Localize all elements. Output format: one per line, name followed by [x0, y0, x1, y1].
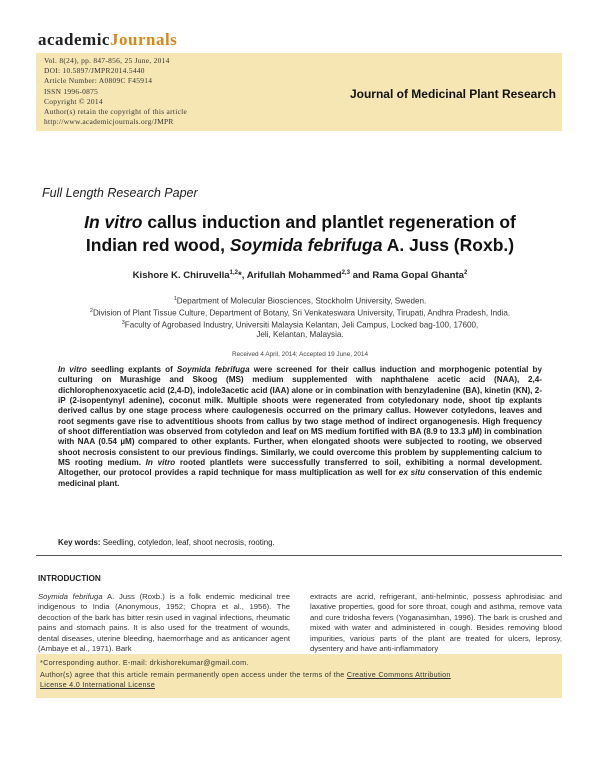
intro-right-column: extracts are acrid, refrigerant, anti-helmintic, possess aphrodisiac and laxative properties, good for sore throat, cough and asthma, remove vata and cure tridosha fevers (Yoganasimhan, 1996). The bark is crushed and mixed with water and administered in cough. Besides removing blood impurities, various parts of the plant are treated for ulcers, leprosy, dysentery and have anti-inflammatory — [310, 592, 562, 654]
meta-doi: DOI: 10.5897/JMPR2014.5440 — [44, 66, 145, 76]
author-sup: 1,2 — [229, 270, 238, 276]
author-name: Rama Gopal Ghanta — [372, 270, 465, 282]
affiliation: $^3$Faculty of Agrobased Industry, Universiti Malaysia Kelantan, Jeli Campus, Locked bag-100, 17600, — [121, 320, 479, 330]
paper-type: Full Length Research Paper — [42, 186, 198, 200]
keywords — [58, 538, 275, 547]
meta-copyright: Copyright © 2014 — [44, 96, 103, 106]
affiliation: $^2$Division of Plant Tissue Culture, Department of Botany, Sri Venkateswara University, Tirupati, Andhra Pradesh, India. — [89, 308, 511, 318]
meta-rights: Author(s) retain the copyright of this article — [44, 107, 188, 117]
abstract: In vitro seedling explants of Soymida febrifuga were screened for their callus induction and morphogenic potential by culturing on Murashige and Skoog (MS) medium supplemented with naphthalene acetic acid (NAA), 2,4-dichlorophenoxyacetic acid (2,4-D), indole3acetic acid (IAA) alone or in combination with benzyladenine (BA), kinetin (KN), 2-iP (2-isopentynyl adenine), coconut milk. Multiple shoots were regenerated from cotyledonary node, shoot tip explants derived callus by one stage process where caulogenesis occurred on the primary callus. However cotyledons, leaves and root segments gave rise to adventitious shoots from callus by two stage method of indirect organogenesis. High frequency of shoot differentiation was observed from cotyledon and leaf on MS medium fortified with BA (8.9 to 13.3 µM) in combination with NAA (0.54 µM) compared to other explants. Further, when elongated shoots were subjected to rooting, we observed shoot necrosis consistent to our previous findings. Similarly, we could overcome this problem by supplementing calcium to MS rooting medium. In vitro rooted plantlets were successfully transferred to soil, exhibiting a normal development. Altogether, our protocol provides a rapid technique for mass multiplication as well for ex situ conservation of this endemic medicinal plant. — [58, 365, 542, 488]
divider — [36, 555, 562, 556]
keywords-label: Key words: — [58, 538, 101, 547]
author-name: Arifullah Mohammed — [246, 270, 342, 282]
corresponding-mark: * — [237, 270, 242, 282]
intro-left-column: Soymida febrifuga A. Juss (Roxb.) is a folk endemic medicinal tree indigenous to India (Anonymous, 1952; Chopra et al., 1956). The decoction of the bark has bitter resin used in vaginal infections, rheumatic pains and stomach pains. It is also used for the treatment of wounds, dental diseases, uterine bleeding, haemorrhage and as anticancer agent (Ambaye et al., 1971). Bark — [38, 592, 290, 654]
license-link[interactable]: License 4.0 International License — [40, 680, 155, 690]
meta-volume: Vol. 8(24), pp. 847-856, 25 June, 2014 — [44, 56, 170, 65]
author-list: Kishore K. Chiruvella$^{1,2}$*, Arifullah Mohammed$^{2,3}$ and Rama Gopal Ghanta$^2$ — [132, 270, 468, 282]
title-line-1: In vitro callus induction and plantlet regeneration of — [84, 212, 516, 232]
article-meta — [44, 56, 187, 127]
received-dates: Received 4 April, 2014; Accepted 19 June, 2014 — [231, 351, 369, 358]
title-line-2: Indian red wood, Soymida febrifuga A. Juss (Roxb.) — [85, 235, 515, 255]
license-note: Author(s) agree that this article remain permanently open access under the terms of the Creative Commons Attribution License 4.0 International License — [40, 670, 451, 690]
author-sup: 2 — [464, 270, 468, 276]
meta-url[interactable]: http://www.academicjournals.org/JMPR — [44, 117, 174, 127]
section-heading: INTRODUCTION — [38, 574, 101, 583]
keywords-text: Seedling, cotyledon, leaf, shoot necrosis, rooting. — [100, 538, 275, 547]
author-sup: 2,3 — [341, 270, 350, 276]
author-name: Kishore K. Chiruvella — [132, 270, 230, 282]
meta-issn: ISSN 1996-0875 — [44, 86, 99, 96]
corresponding-author: *Corresponding author. E-mail: drkishorekumar@gmail.com. — [40, 658, 249, 667]
meta-article-number: Article Number: A0809C F45914 — [44, 76, 153, 86]
journal-name: Journal of Medicinal Plant Research — [349, 87, 556, 101]
paper-title — [40, 211, 560, 257]
publisher-logo: academicJournals — [38, 30, 178, 49]
affiliation: $^1$Department of Molecular Biosciences, Stockholm University, Sweden. — [173, 296, 427, 306]
affiliation: Jeli, Kelantan, Malaysia. — [256, 330, 344, 339]
license-link[interactable]: Creative Commons Attribution — [346, 670, 451, 679]
